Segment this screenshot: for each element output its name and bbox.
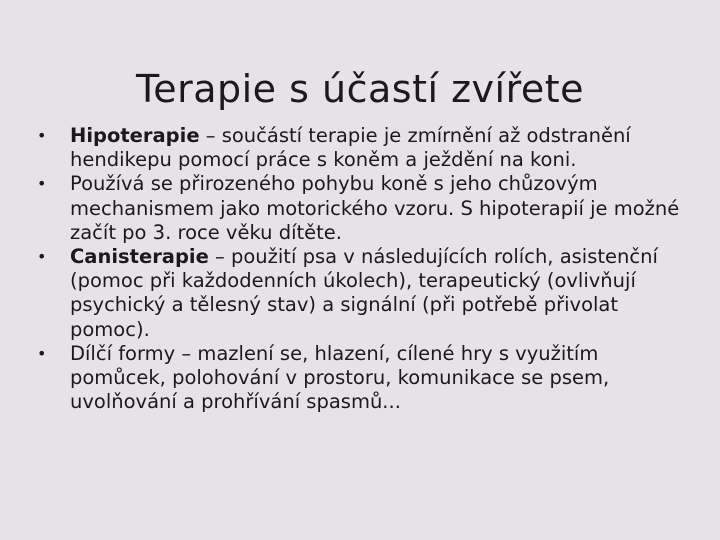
bullet-item (36, 342, 686, 415)
bullet-list (36, 124, 686, 414)
slide-title: Terapie s účastí zvířete (135, 67, 585, 112)
bullet-icon: • (37, 126, 47, 145)
bullet-text: Dílčí formy – mazlení se, hlazení, cílené hry s využitím pomůcek, polohování v prostoru, komunikace se psem, uvolňování a prohřívání spasmů... (70, 341, 610, 414)
bullet-icon: • (37, 247, 47, 267)
bullet-bold-term: Canisterapie (70, 245, 209, 269)
bullet-bold-term: Hipoterapie (70, 124, 200, 147)
bullet-icon: • (37, 343, 47, 363)
bullet-item (36, 124, 686, 172)
bullet-item (36, 245, 686, 342)
bullet-text: – použití psa v následujících rolích, asistenční (pomoc při každodenních úkolech), terapeutický (ovlivňují psychický a tělesný stav) a signální (při potřebě přivolat pomoc). (70, 245, 658, 341)
bullet-icon: • (37, 174, 47, 194)
bullet-text: Používá se přirozeného pohybu koně s jeho chůzovým mechanismem jako motorického vzoru. S hipoterapií je možné začít po 3. roce věku dítěte. (70, 172, 680, 244)
bullet-item (36, 172, 686, 245)
bullet-text: – součástí terapie je zmírnění až odstranění hendikepu pomocí práce s koněm a ježdění na koni. (70, 124, 631, 172)
